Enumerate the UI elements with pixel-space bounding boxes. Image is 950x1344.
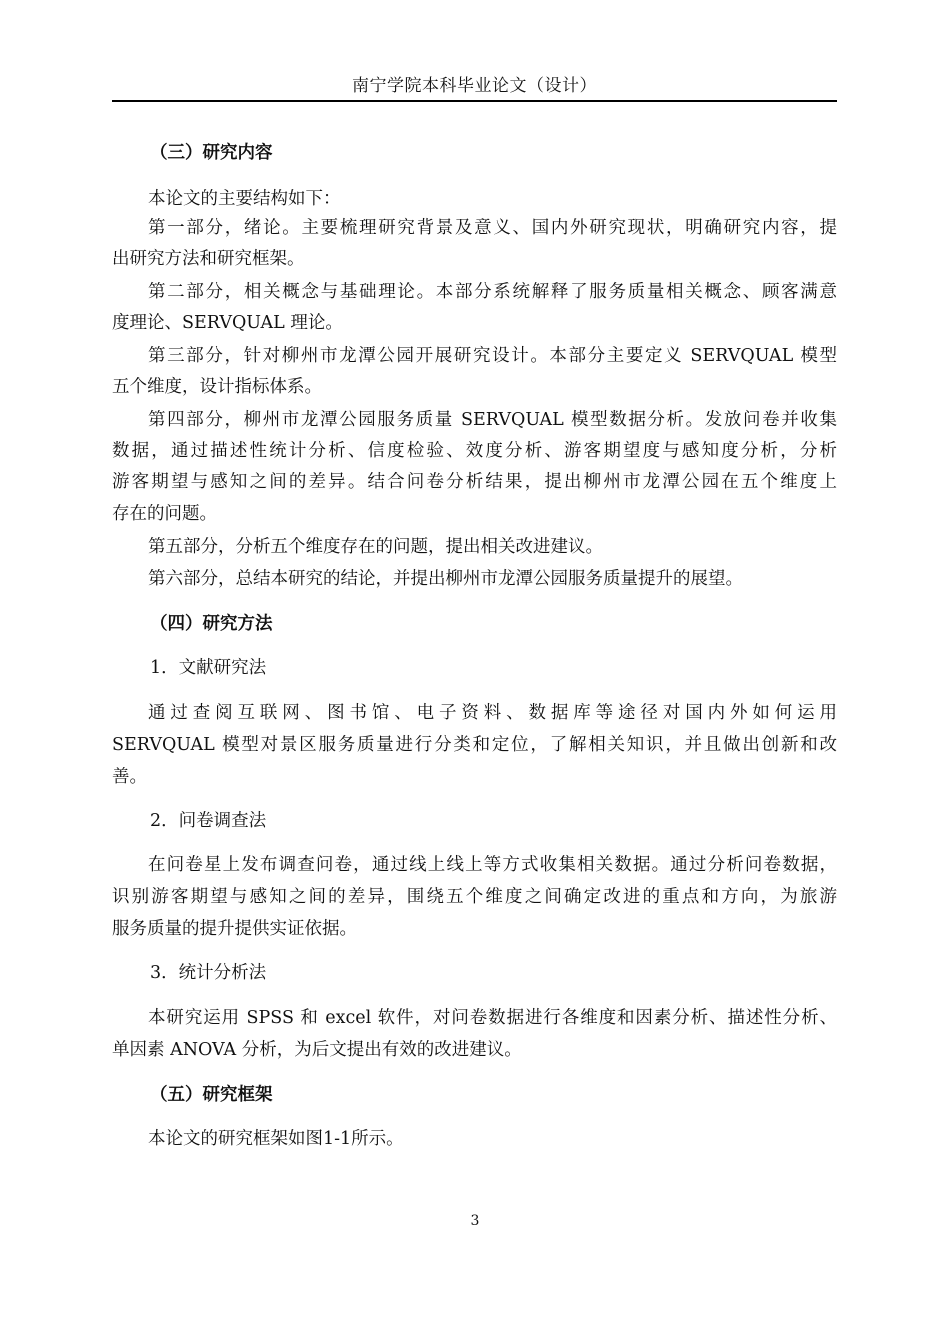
paragraph-line: 本论文的主要结构如下： <box>148 189 341 209</box>
paragraph-line: 游客期望与感知之间的差异。结合问卷分析结果，提出柳州市龙潭公园在五个维度上 <box>112 472 837 492</box>
method-title: 3．统计分析法 <box>150 963 267 983</box>
paragraph-line: 通过查阅互联网、图书馆、电子资料、数据库等途径对国内外如何运用 <box>148 703 837 723</box>
method-title: 1．文献研究法 <box>150 658 267 678</box>
paragraph-line: 第四部分，柳州市龙潭公园服务质量 SERVQUAL 模型数据分析。发放问卷并收集 <box>148 410 837 430</box>
paragraph-line: 存在的问题。 <box>112 504 217 524</box>
paragraph-line: SERVQUAL 模型对景区服务质量进行分类和定位，了解相关知识，并且做出创新和改 <box>112 735 837 755</box>
header-divider <box>112 100 837 102</box>
paragraph-line: 服务质量的提升提供实证依据。 <box>112 919 357 939</box>
paragraph-line: 单因素 ANOVA 分析，为后文提出有效的改进建议。 <box>112 1040 522 1060</box>
paragraph-line: 本论文的研究框架如图1-1所示。 <box>148 1129 404 1149</box>
section-heading: （三）研究内容 <box>150 143 273 163</box>
section-heading: （四）研究方法 <box>150 614 273 634</box>
paragraph-line: 数据，通过描述性统计分析、信度检验、效度分析、游客期望度与感知度分析，分析 <box>112 441 837 461</box>
page-number: 3 <box>470 1213 480 1229</box>
paragraph-line: 第三部分，针对柳州市龙潭公园开展研究设计。本部分主要定义 SERVQUAL 模型 <box>148 346 837 366</box>
header-title: 南宁学院本科毕业论文（设计） <box>352 76 597 96</box>
paragraph-line: 五个维度，设计指标体系。 <box>112 377 322 397</box>
paragraph-line: 第五部分，分析五个维度存在的问题，提出相关改进建议。 <box>148 537 603 557</box>
paragraph-line: 出研究方法和研究框架。 <box>112 249 305 269</box>
paragraph-line: 善。 <box>112 767 147 787</box>
paragraph-line: 识别游客期望与感知之间的差异，围绕五个维度之间确定改进的重点和方向，为旅游 <box>112 887 837 907</box>
paragraph-line: 第六部分，总结本研究的结论，并提出柳州市龙潭公园服务质量提升的展望。 <box>148 569 743 589</box>
paragraph-line: 第一部分，绪论。主要梳理研究背景及意义、国内外研究现状，明确研究内容，提 <box>148 218 837 238</box>
method-title: 2．问卷调查法 <box>150 811 267 831</box>
paragraph-line: 在问卷星上发布调查问卷，通过线上线上等方式收集相关数据。通过分析问卷数据， <box>148 855 837 875</box>
paragraph-line: 度理论、SERVQUAL 理论。 <box>112 313 343 333</box>
paragraph-line: 第二部分，相关概念与基础理论。本部分系统解释了服务质量相关概念、顾客满意 <box>148 282 837 302</box>
section-heading: （五）研究框架 <box>150 1085 273 1105</box>
paragraph-line: 本研究运用 SPSS 和 excel 软件，对问卷数据进行各维度和因素分析、描述性分析、 <box>148 1008 837 1028</box>
